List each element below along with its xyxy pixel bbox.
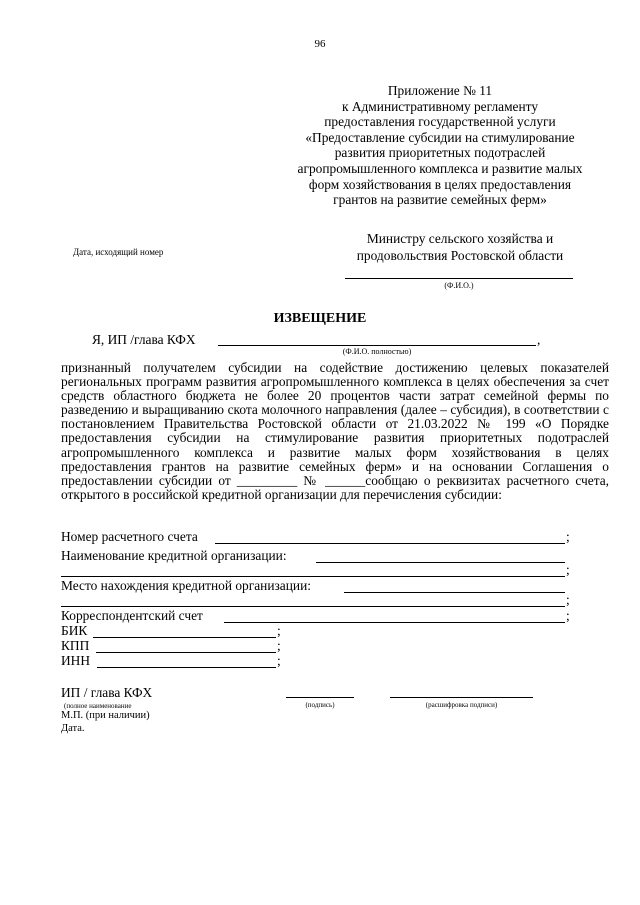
bank-location-semicolon: ; [566, 592, 570, 607]
decoding-line[interactable] [390, 697, 533, 698]
appendix-line: развития приоритетных подотраслей [334, 145, 546, 161]
appendix-line: агропромышленного комплекса и развитие малых [297, 160, 583, 176]
appendix-line: «Предоставление субсидии на стимулирование [305, 129, 575, 145]
appendix-line: предоставления государственной услуги [324, 114, 556, 130]
date-outgoing-number: Дата, исходящий номер [73, 247, 164, 257]
stamp-label: М.П. (при наличии) [61, 710, 150, 721]
addressee-line: Министру сельского хозяйства и [366, 231, 554, 246]
intro-prefix: Я, ИП /глава КФХ [92, 332, 196, 347]
appendix-line: Приложение № 11 [387, 83, 493, 98]
account-semicolon: ; [566, 529, 570, 544]
addressee-fio-line [345, 278, 573, 279]
bank-location-line-2[interactable] [61, 606, 565, 607]
signature-caption: (подпись) [305, 701, 335, 709]
corr-account-line[interactable] [224, 622, 565, 623]
bank-name-line[interactable] [316, 562, 565, 563]
corr-account-label: Корреспондентский счет [61, 608, 203, 623]
intro-suffix: , [537, 332, 541, 347]
decoding-caption: (расшифровка подписи) [425, 701, 498, 709]
applicant-name-line [218, 345, 536, 346]
fio-full-caption: (Ф.И.О. полностью) [342, 347, 412, 356]
bank-name-label: Наименование кредитной организации: [61, 548, 287, 563]
appendix-line: к Административному регламенту [341, 98, 539, 114]
bik-semicolon: ; [277, 623, 281, 638]
appendix-line: грантов на развитие семейных ферм» [333, 192, 547, 208]
signature-role: ИП / глава КФХ [61, 685, 153, 700]
fio-caption: (Ф.И.О.) [444, 281, 474, 290]
signature-line[interactable] [286, 697, 354, 698]
bik-line[interactable] [93, 637, 276, 638]
inn-semicolon: ; [277, 653, 281, 668]
kpp-semicolon: ; [277, 638, 281, 653]
page-title: ИЗВЕЩЕНИЕ [273, 311, 367, 326]
inn-label: ИНН [61, 653, 91, 668]
kpp-label: КПП [61, 638, 90, 653]
full-name-caption: (полное наименование [64, 702, 132, 710]
kpp-line[interactable] [96, 652, 276, 653]
appendix-line: форм хозяйствования в целях предоставления [308, 176, 572, 192]
bank-location-line[interactable] [344, 592, 565, 593]
page-number: 96 [314, 38, 326, 50]
corr-account-semicolon: ; [566, 608, 570, 623]
body-paragraph: признанный получателем субсидии на содействие достижению целевых показателей региональных программ развития агропромышленного комплекса в целях обеспечения за счет средств областного бюджета не более 20 процентов части затрат семейной фермы по разведению и выращиванию скота молочного направления (далее – субсидия), в соответствии с постановлением Правительства Ростовской области от 21.03.2022 № 199 «О Порядке предоставления субсидии на стимулирование развития приоритетных подотраслей агропромышленного комплекса и развитие малых форм хозяйствования в целях предоставления грантов на развитие семейных ферм» и на основании Соглашения о предоставлении субсидии от _________ № ______сообщаю о реквизитах расчетного счета, открытого в российской кредитной организации для перечисления субсидии: [61, 360, 609, 502]
appendix-block [275, 83, 605, 208]
bank-name-line-2[interactable] [61, 576, 565, 577]
date-label: Дата. [61, 723, 85, 734]
inn-line[interactable] [97, 667, 276, 668]
account-label: Номер расчетного счета [61, 529, 198, 544]
addressee-block [330, 230, 590, 264]
bank-name-semicolon: ; [566, 562, 570, 577]
bik-label: БИК [61, 623, 88, 638]
addressee-line: продовольствия Ростовской области [356, 248, 564, 263]
bank-location-label: Место нахождения кредитной организации: [61, 578, 311, 593]
account-line[interactable] [215, 543, 565, 544]
